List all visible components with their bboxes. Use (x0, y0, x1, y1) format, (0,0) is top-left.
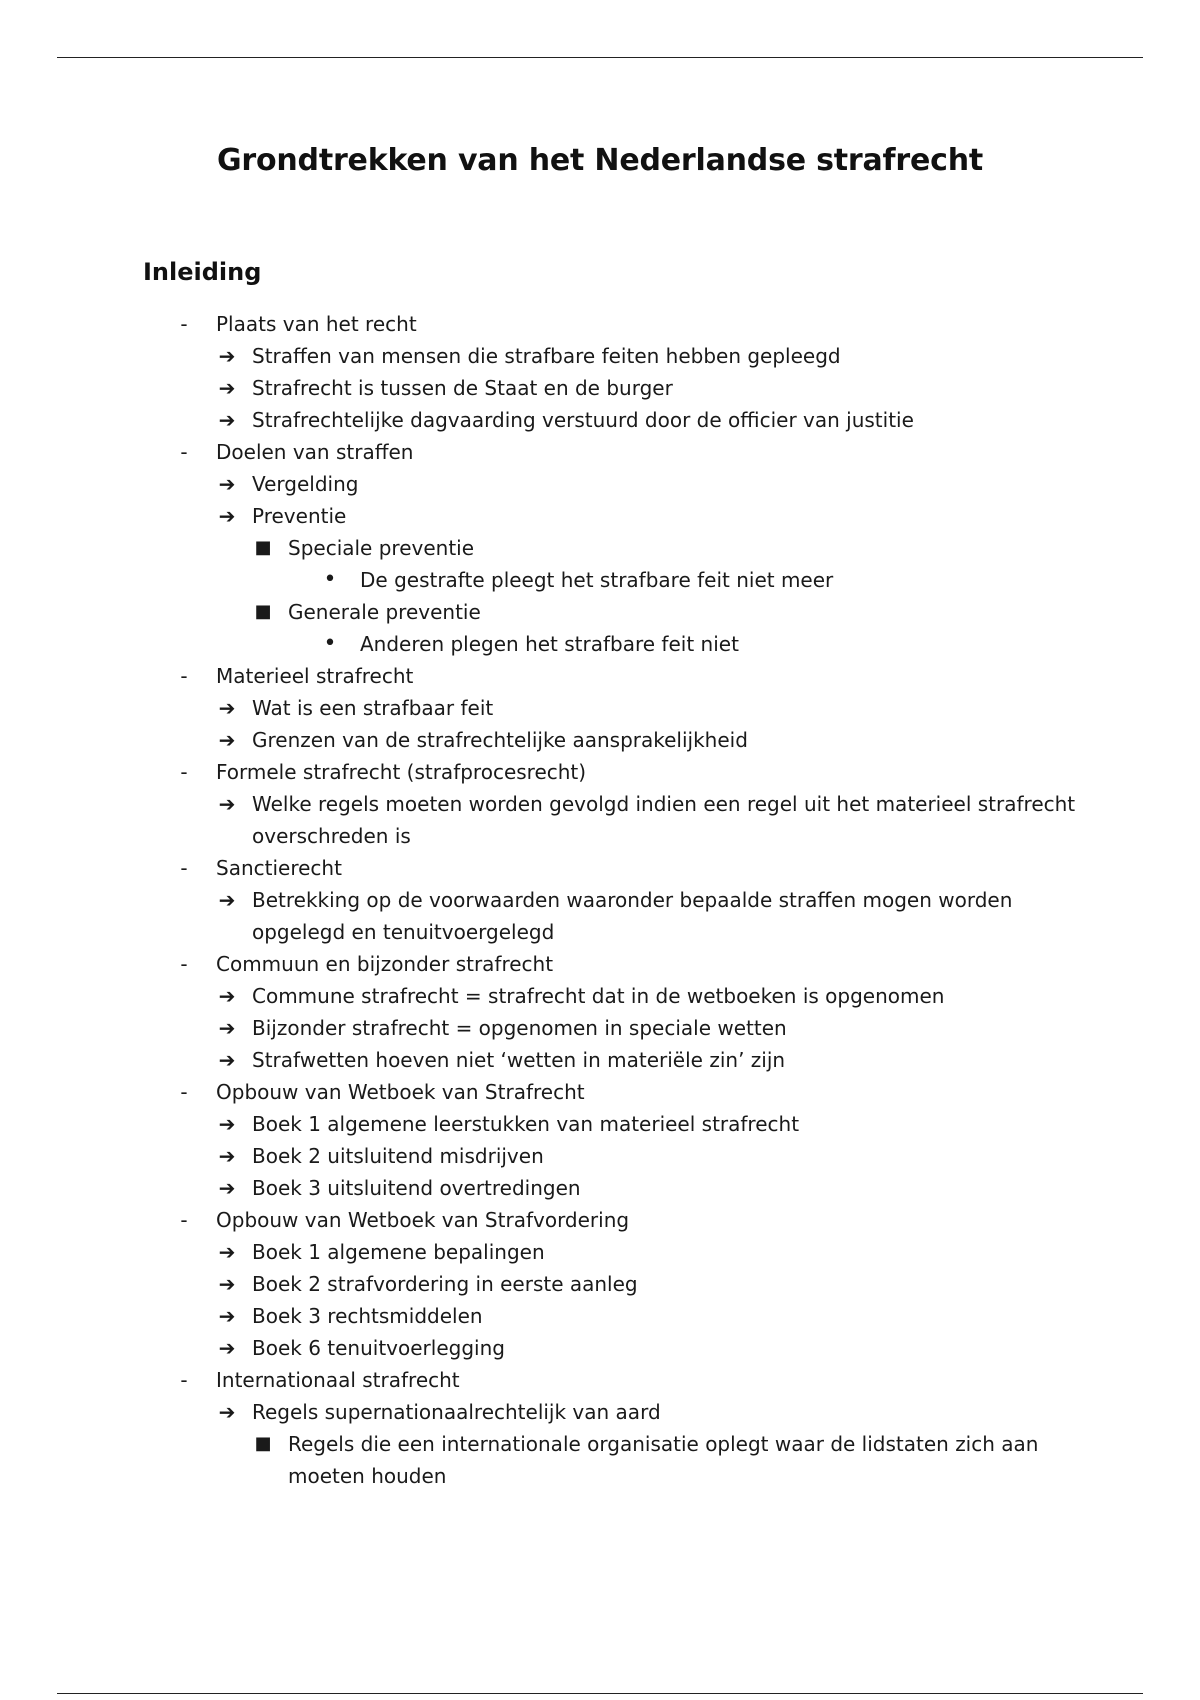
outline-item-level-2 (0, 1300, 1200, 1332)
outline-item-level-2 (0, 820, 1200, 852)
arrow-right-icon: ➔ (218, 1400, 236, 1424)
arrow-right-icon: ➔ (218, 1112, 236, 1136)
outline-item-text: Boek 3 uitsluitend overtredingen (252, 1176, 581, 1200)
square-bullet-icon: ■ (254, 601, 272, 622)
outline-item-level-2 (0, 1140, 1200, 1172)
outline-item-level-2 (0, 724, 1200, 756)
outline-item-text: Boek 3 rechtsmiddelen (252, 1304, 483, 1328)
outline-item-level-2 (0, 1044, 1200, 1076)
arrow-right-icon: ➔ (218, 472, 236, 496)
outline-item-level-3 (0, 1428, 1200, 1460)
section-heading: Inleiding (143, 258, 262, 286)
outline-item-text: Strafrechtelijke dagvaarding verstuurd door de officier van justitie (252, 408, 914, 432)
outline-item-text: Doelen van straffen (216, 440, 414, 464)
outline-item-level-1 (0, 308, 1200, 340)
document-title: Grondtrekken van het Nederlandse strafrecht (216, 143, 984, 178)
outline-item-level-2 (0, 1012, 1200, 1044)
dash-bullet-icon: - (180, 856, 188, 880)
outline-item-text: Anderen plegen het strafbare feit niet (360, 632, 739, 656)
arrow-right-icon: ➔ (218, 344, 236, 368)
outline-item-text: Materieel strafrecht (216, 664, 414, 688)
outline-item-text: Boek 2 strafvordering in eerste aanleg (252, 1272, 638, 1296)
outline-item-text: Regels supernationaalrechtelijk van aard (252, 1400, 661, 1424)
outline-item-level-2 (0, 1396, 1200, 1428)
footer-rule (57, 1693, 1143, 1694)
outline-item-text: Bijzonder strafrecht = opgenomen in speciale wetten (252, 1016, 787, 1040)
outline-item-text: Welke regels moeten worden gevolgd indien een regel uit het materieel strafrecht (252, 792, 1076, 816)
arrow-right-icon: ➔ (218, 1176, 236, 1200)
square-bullet-icon: ■ (254, 1433, 272, 1454)
arrow-right-icon: ➔ (218, 696, 236, 720)
outline-item-text: Strafrecht is tussen de Staat en de burger (252, 376, 673, 400)
outline-item-level-2 (0, 1268, 1200, 1300)
outline-item-level-2 (0, 788, 1200, 820)
arrow-right-icon: ➔ (218, 728, 236, 752)
outline-item-level-2 (0, 340, 1200, 372)
dash-bullet-icon: - (180, 760, 188, 784)
outline-item-text: Formele strafrecht (strafprocesrecht) (216, 760, 587, 784)
outline-item-level-2 (0, 500, 1200, 532)
dash-bullet-icon: - (180, 952, 188, 976)
outline-item-text: Generale preventie (288, 600, 481, 624)
dash-bullet-icon: - (180, 664, 188, 688)
outline-item-text: Internationaal strafrecht (216, 1368, 460, 1392)
outline-item-level-2 (0, 372, 1200, 404)
outline-item-text: Regels die een internationale organisatie oplegt waar de lidstaten zich aan (288, 1432, 1039, 1456)
arrow-right-icon: ➔ (218, 1048, 236, 1072)
outline-item-text: Preventie (252, 504, 347, 528)
outline-item-level-4 (0, 564, 1200, 596)
arrow-right-icon: ➔ (218, 1272, 236, 1296)
outline-item-level-4 (0, 628, 1200, 660)
outline-item-level-3 (0, 532, 1200, 564)
outline-item-level-2 (0, 1236, 1200, 1268)
outline-item-text: Commuun en bijzonder strafrecht (216, 952, 554, 976)
outline-item-level-1 (0, 660, 1200, 692)
outline-item-level-1 (0, 1076, 1200, 1108)
arrow-right-icon: ➔ (218, 1016, 236, 1040)
outline-item-text: Strafwetten hoeven niet ‘wetten in materiële zin’ zijn (252, 1048, 786, 1072)
outline-item-text: Grenzen van de strafrechtelijke aansprakelijkheid (252, 728, 748, 752)
outline-item-text: Wat is een strafbaar feit (252, 696, 494, 720)
outline-item-text: Boek 2 uitsluitend misdrijven (252, 1144, 544, 1168)
outline-item-text: Opbouw van Wetboek van Strafrecht (216, 1080, 585, 1104)
outline-item-level-2 (0, 980, 1200, 1012)
outline-item-text: Straffen van mensen die strafbare feiten hebben gepleegd (252, 344, 841, 368)
arrow-right-icon: ➔ (218, 408, 236, 432)
arrow-right-icon: ➔ (218, 1304, 236, 1328)
round-bullet-icon: • (323, 631, 337, 656)
outline-item-level-1 (0, 1204, 1200, 1236)
outline-item-text: Boek 1 algemene bepalingen (252, 1240, 545, 1264)
outline-item-level-2 (0, 692, 1200, 724)
arrow-right-icon: ➔ (218, 1336, 236, 1360)
dash-bullet-icon: - (180, 440, 188, 464)
outline-item-level-2 (0, 1332, 1200, 1364)
arrow-right-icon: ➔ (218, 1144, 236, 1168)
outline-item-level-2 (0, 1108, 1200, 1140)
outline-item-text: Commune strafrecht = strafrecht dat in de wetboeken is opgenomen (252, 984, 945, 1008)
outline-item-text: De gestrafte pleegt het strafbare feit niet meer (360, 568, 834, 592)
outline-item-text: Plaats van het recht (216, 312, 417, 336)
outline-item-text: Sanctierecht (216, 856, 342, 880)
arrow-right-icon: ➔ (218, 792, 236, 816)
outline-item-text: opgelegd en tenuitvoergelegd (252, 920, 555, 944)
outline-item-level-2 (0, 884, 1200, 916)
arrow-right-icon: ➔ (218, 376, 236, 400)
outline-item-text: moeten houden (288, 1464, 447, 1488)
outline-item-level-1 (0, 852, 1200, 884)
round-bullet-icon: • (323, 567, 337, 592)
outline-item-text: overschreden is (252, 824, 411, 848)
outline-item-level-3 (0, 1460, 1200, 1492)
outline-item-text: Boek 1 algemene leerstukken van materieel strafrecht (252, 1112, 800, 1136)
square-bullet-icon: ■ (254, 537, 272, 558)
arrow-right-icon: ➔ (218, 888, 236, 912)
outline-item-level-1 (0, 756, 1200, 788)
arrow-right-icon: ➔ (218, 1240, 236, 1264)
outline-item-level-2 (0, 1172, 1200, 1204)
dash-bullet-icon: - (180, 1080, 188, 1104)
header-rule (57, 57, 1143, 58)
arrow-right-icon: ➔ (218, 984, 236, 1008)
outline-item-level-2 (0, 916, 1200, 948)
outline-item-level-2 (0, 468, 1200, 500)
outline-item-text: Opbouw van Wetboek van Strafvordering (216, 1208, 630, 1232)
outline-item-level-2 (0, 404, 1200, 436)
dash-bullet-icon: - (180, 312, 188, 336)
outline-item-text: Betrekking op de voorwaarden waaronder bepaalde straffen mogen worden (252, 888, 1013, 912)
dash-bullet-icon: - (180, 1368, 188, 1392)
outline-item-level-1 (0, 948, 1200, 980)
outline-list (0, 308, 1200, 1492)
outline-item-text: Speciale preventie (288, 536, 475, 560)
outline-item-text: Vergelding (252, 472, 359, 496)
arrow-right-icon: ➔ (218, 504, 236, 528)
dash-bullet-icon: - (180, 1208, 188, 1232)
outline-item-level-3 (0, 596, 1200, 628)
outline-item-text: Boek 6 tenuitvoerlegging (252, 1336, 505, 1360)
outline-item-level-1 (0, 1364, 1200, 1396)
outline-item-level-1 (0, 436, 1200, 468)
